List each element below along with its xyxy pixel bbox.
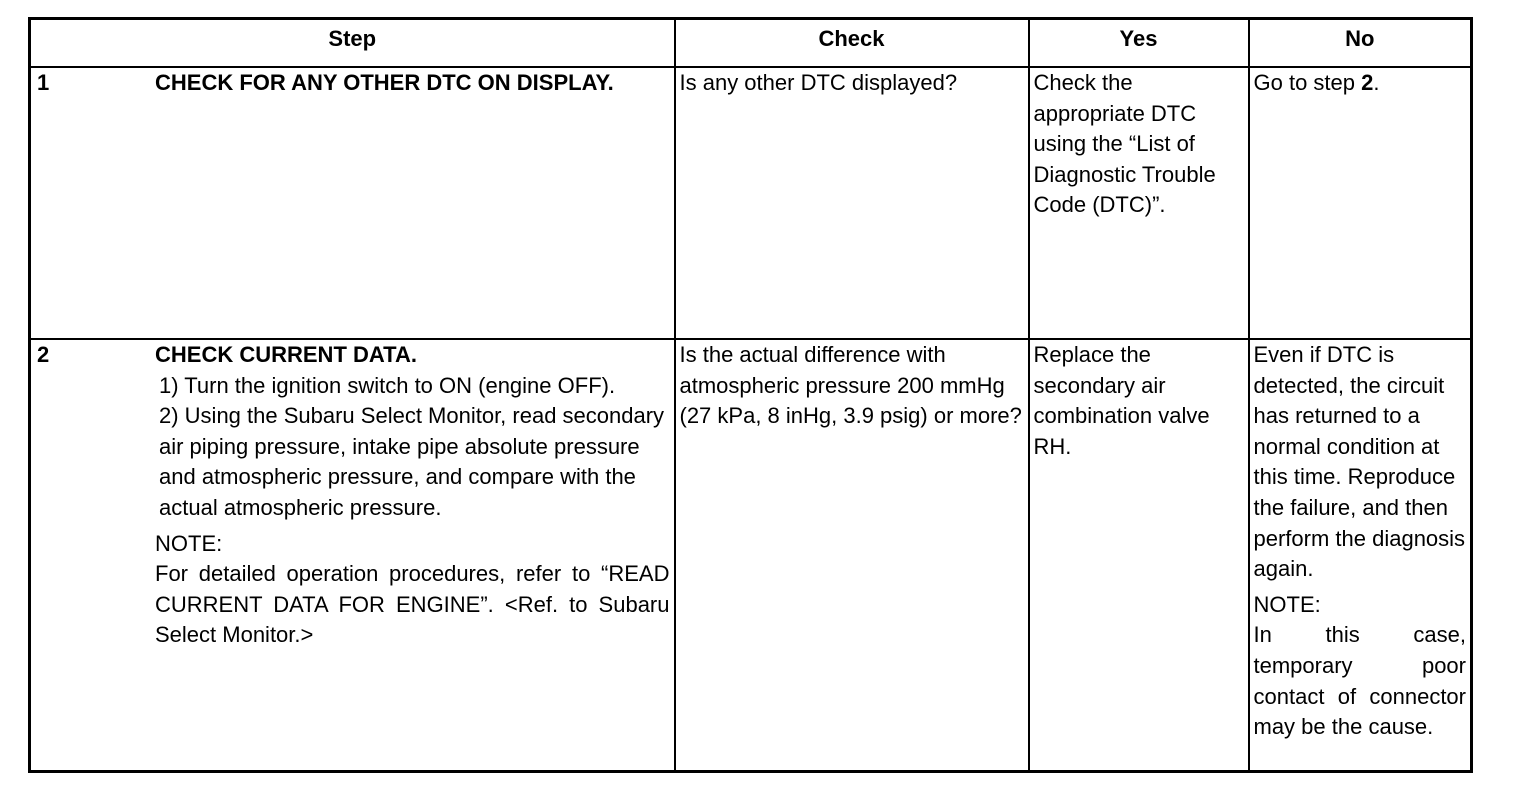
yes-cell — [1029, 339, 1249, 772]
no-note-label: NOTE: — [1253, 591, 1321, 617]
no-text-prefix: Go to step — [1253, 70, 1362, 95]
yes-text: Check the appropriate DTC using the “List of Diagnostic Trouble Code (DTC)”. — [1033, 70, 1216, 218]
check-text: Is any other DTC displayed? — [679, 70, 958, 95]
no-cell — [1249, 339, 1472, 772]
step-number: 1 — [37, 70, 50, 95]
table-header-row — [30, 19, 1472, 68]
no-step-ref: 2 — [1361, 70, 1374, 95]
step-cell — [30, 339, 675, 772]
header-step: Step — [30, 19, 675, 68]
check-cell — [675, 339, 1029, 772]
header-no: No — [1249, 19, 1472, 68]
no-text: Even if DTC is detected, the circuit has returned to a normal condition at this time. Reproduce the failure, and then perform the diagnosis again. — [1253, 342, 1466, 582]
step-cell — [30, 67, 675, 339]
table-row — [30, 67, 1472, 339]
no-cell — [1249, 67, 1472, 339]
no-note-text: In this case, temporary poor contact of connector may be the cause. — [1253, 622, 1466, 740]
step-instruction: 1) Turn the ignition switch to ON (engine OFF). — [159, 372, 616, 398]
yes-cell — [1029, 67, 1249, 339]
step-instruction: 2) Using the Subaru Select Monitor, read secondary air piping pressure, intake pipe absolute pressure and atmospheric pressure, and compare with the actual atmospheric pressure. — [159, 403, 665, 520]
step-title: CHECK FOR ANY OTHER DTC ON DISPLAY. — [155, 70, 614, 95]
check-text: Is the actual difference with atmospheric pressure 200 mmHg (27 kPa, 8 inHg, 3.9 psig) or more? — [679, 342, 1022, 429]
diagnostic-table — [28, 17, 1473, 773]
note-text: For detailed operation procedures, refer to “READ CURRENT DATA FOR ENGINE”. <Ref. to Subaru Select Monitor.> — [155, 561, 670, 648]
note-label: NOTE: — [155, 530, 223, 556]
table-row — [30, 339, 1472, 772]
step-title: CHECK CURRENT DATA. — [155, 342, 417, 367]
header-check: Check — [675, 19, 1029, 68]
yes-text: Replace the secondary air combination valve RH. — [1033, 342, 1210, 459]
check-cell — [675, 67, 1029, 339]
step-number: 2 — [37, 342, 50, 367]
no-text-suffix: . — [1373, 70, 1380, 95]
header-yes: Yes — [1029, 19, 1249, 68]
